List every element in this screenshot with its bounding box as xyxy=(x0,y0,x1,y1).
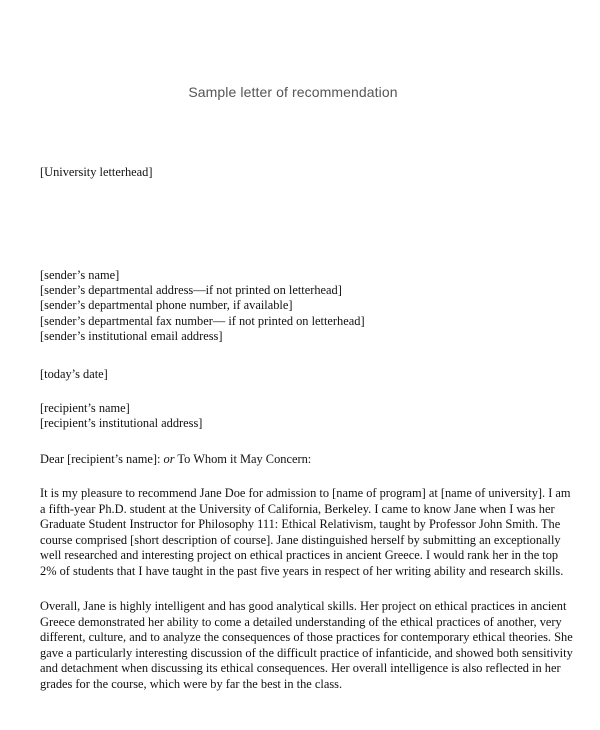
letterhead-placeholder: [University letterhead] xyxy=(40,165,153,179)
sender-email: [sender’s institutional email address] xyxy=(40,328,223,343)
paragraph-line: Overall, Jane is highly intelligent and has good analytical skills. Her project on ethical practices in ancient xyxy=(40,599,567,613)
recipient-address: [recipient’s institutional address] xyxy=(40,416,203,431)
sender-name: [sender’s name] xyxy=(40,268,120,282)
paragraph-line: course comprised [short description of course]. Jane distinguished herself by submitting an exceptionally xyxy=(40,532,561,547)
paragraph-line: 2% of students that I have taught in the past five years in respect of her writing ability and research skills. xyxy=(40,563,564,578)
paragraph-line: different, culture, and to analyze the consequences of those practices for contemporary ethical theories. She xyxy=(40,630,573,644)
salutation-end: To Whom it May Concern: xyxy=(174,452,312,466)
paragraph-recommendation xyxy=(40,486,600,579)
paragraph-line: well researched and interesting project on ethical practices in ancient Greece. I would rank her in the top xyxy=(40,548,559,562)
paragraph-line: Greece demonstrated her ability to come a detailed understanding of the ethical practices of another, very xyxy=(40,614,562,629)
paragraph-line: gave a particularly interesting discussion of the difficult practice of infanticide, and showed both sensitivity xyxy=(40,645,573,660)
salutation-or: or xyxy=(163,452,175,466)
sender-block xyxy=(40,268,365,344)
salutation xyxy=(40,452,311,467)
letter-date: [today’s date] xyxy=(40,367,108,381)
recipient-name: [recipient’s name] xyxy=(40,401,130,415)
paragraph-assessment xyxy=(40,599,600,692)
sender-phone: [sender’s departmental phone number, if available] xyxy=(40,298,293,313)
paragraph-line: grades for the course, which were by far the best in the class. xyxy=(40,676,343,691)
paragraph-line: and detachment when discussing its ethical consequences. Her overall intelligence is also reflected in her xyxy=(40,661,561,675)
paragraph-line: a fifth-year Ph.D. student at the University of California, Berkeley. I came to know Jane when I was her xyxy=(40,501,555,516)
salutation-start: Dear [recipient’s name]: xyxy=(40,452,164,466)
recipient-block xyxy=(40,401,202,431)
sender-fax: [sender’s departmental fax number— if not printed on letterhead] xyxy=(40,313,365,328)
paragraph-line: It is my pleasure to recommend Jane Doe for admission to [name of program] at [name of university]. I am xyxy=(40,486,571,500)
sender-address: [sender’s departmental address—if not printed on letterhead] xyxy=(40,283,342,298)
document-title: Sample letter of recommendation xyxy=(188,84,398,100)
paragraph-line: Graduate Student Instructor for Philosophy 111: Ethical Relativism, taught by Professor John Smith. The xyxy=(40,517,561,531)
